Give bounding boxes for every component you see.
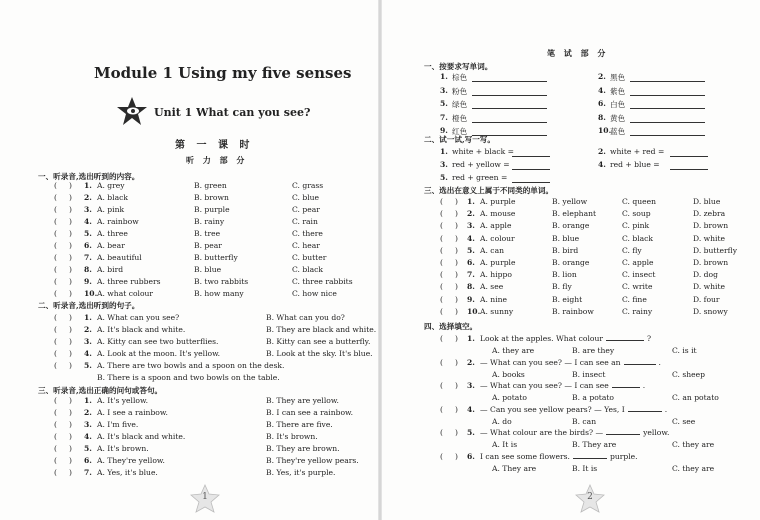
question-number: 2. <box>467 209 475 219</box>
question-end: . <box>642 381 646 391</box>
answer-paren[interactable]: ( ) <box>54 241 72 250</box>
section-3-title: 三、听录音,选出正确的问句或答句。 <box>38 386 163 395</box>
question-number: 3. <box>467 381 475 391</box>
answer-blank[interactable] <box>630 108 705 109</box>
option-a[interactable]: A. purple <box>480 197 516 206</box>
option-c[interactable]: C. write <box>622 282 653 292</box>
answer-paren[interactable]: ( ) <box>54 396 72 405</box>
option-a[interactable]: A. It's yellow. <box>97 396 148 405</box>
question-end: purple. <box>609 452 638 461</box>
answer-paren[interactable]: ( ) <box>54 205 72 214</box>
question-number: 2. <box>84 325 92 334</box>
option-b[interactable]: B. how many <box>194 289 244 298</box>
question-end: . <box>658 357 661 367</box>
question-end: ? <box>646 334 652 343</box>
answer-paren[interactable]: ( ) <box>440 381 458 391</box>
option-c[interactable]: C. black <box>292 265 324 274</box>
question-number: 7. <box>467 270 475 280</box>
question-number: 1. <box>467 197 475 206</box>
option-c[interactable]: C. hear <box>292 241 320 250</box>
option-a[interactable]: A. nine <box>480 294 508 304</box>
option-b[interactable]: B. fly <box>552 282 572 292</box>
option-a[interactable]: A. they are <box>492 346 535 355</box>
answer-paren[interactable]: ( ) <box>54 432 72 441</box>
question-number: 7. <box>84 253 92 262</box>
option-b[interactable]: B. orange <box>552 258 590 267</box>
option-b[interactable]: B. blue <box>194 265 222 274</box>
option-c[interactable]: C. black <box>622 233 654 243</box>
question-number: 8. <box>84 265 92 274</box>
answer-paren[interactable]: ( ) <box>54 325 72 334</box>
option-b[interactable]: B. Kitty can see a butterfly. <box>266 337 371 346</box>
word-number: 1. <box>440 72 448 81</box>
answer-blank[interactable] <box>472 108 547 109</box>
option-a[interactable]: A. black <box>97 193 128 202</box>
answer-paren[interactable]: ( ) <box>54 253 72 262</box>
option-b[interactable]: B. butterfly <box>194 253 238 262</box>
option-a[interactable]: A. I'm five. <box>97 420 139 429</box>
mix-expression: white + red = <box>610 147 665 156</box>
option-c[interactable]: C. there <box>292 229 323 238</box>
option-b[interactable]: B. It is <box>572 464 598 473</box>
question-text <box>480 381 645 390</box>
option-a[interactable]: A. Yes, it's blue. <box>97 468 158 477</box>
option-a[interactable]: A. rainbow <box>97 217 139 226</box>
question-number: 10. <box>84 289 98 298</box>
option-b[interactable]: B. I can see a rainbow. <box>266 408 354 417</box>
question-stem: — What can you see? — I can see <box>480 381 609 391</box>
option-b[interactable]: B. a potato <box>572 393 614 403</box>
question-number: 1. <box>84 396 92 405</box>
question-number: 6. <box>467 452 475 461</box>
question-number: 2. <box>467 357 475 367</box>
question-number: 1. <box>467 334 475 343</box>
answer-blank[interactable] <box>573 458 607 459</box>
option-b[interactable]: B. Look at the sky. It's blue. <box>266 349 373 358</box>
question-number: 2. <box>84 193 92 202</box>
option-d[interactable]: D. white <box>693 233 726 243</box>
chinese-word: 绿色 <box>452 100 468 109</box>
answer-paren[interactable]: ( ) <box>54 468 72 477</box>
option-d[interactable]: D. white <box>693 282 726 292</box>
option-b[interactable]: B. rainy <box>194 217 225 226</box>
question-number: 10. <box>467 306 481 316</box>
answer-blank[interactable] <box>670 156 708 157</box>
option-a[interactable]: A. Look at the moon. It's yellow. <box>97 349 221 358</box>
option-d[interactable]: D. blue <box>693 197 721 206</box>
question-stem: — What colour are the birds? — <box>480 428 604 438</box>
option-c[interactable]: C. fly <box>622 245 642 255</box>
option-b[interactable]: B. They are black and white. <box>266 325 377 334</box>
option-c[interactable]: C. butter <box>292 253 327 262</box>
answer-paren[interactable]: ( ) <box>54 420 72 429</box>
page-number: 2 <box>587 492 593 502</box>
option-b[interactable]: B. brown <box>194 193 229 202</box>
question-number: 3. <box>84 205 92 214</box>
item-number: 3. <box>440 160 448 169</box>
answer-blank[interactable] <box>472 95 547 96</box>
answer-blank[interactable] <box>630 135 705 136</box>
question-number: 6. <box>84 241 92 250</box>
answer-blank[interactable] <box>512 182 550 183</box>
option-b[interactable]: B. They are brown. <box>266 444 340 453</box>
option-b[interactable]: B. two rabbits <box>194 277 249 286</box>
question-number: 4. <box>84 432 92 441</box>
page-number-badge <box>190 484 220 514</box>
question-end: yellow. <box>643 428 670 438</box>
option-c[interactable]: C. rain <box>292 217 318 226</box>
unit-title: Unit 1 What can you see? <box>154 106 311 119</box>
option-c[interactable]: C. grass <box>292 181 324 190</box>
option-b[interactable]: B. elephant <box>552 209 597 219</box>
option-a[interactable]: A. what colour <box>97 289 154 298</box>
answer-blank[interactable] <box>670 169 708 170</box>
q2-5-number: 5. <box>84 361 92 370</box>
chinese-word: 黑色 <box>610 73 626 82</box>
word-number: 10. <box>598 126 612 135</box>
question-number: 4. <box>467 404 475 414</box>
question-number: 9. <box>467 294 475 304</box>
option-a[interactable]: A. potato <box>492 393 527 403</box>
option-d[interactable]: D. brown <box>693 258 729 267</box>
question-text <box>480 405 667 414</box>
answer-blank[interactable] <box>628 411 662 412</box>
answer-paren[interactable]: ( ) <box>440 258 458 267</box>
option-b[interactable]: B. They are yellow. <box>266 396 339 405</box>
word-number: 2. <box>598 72 606 81</box>
option-b[interactable]: B. Yes, it's purple. <box>266 468 336 477</box>
option-c[interactable]: C. insect <box>622 270 656 280</box>
option-c[interactable]: C. queen <box>622 197 656 206</box>
r-section-4-title: 四、选择填空。 <box>424 322 478 331</box>
option-b[interactable]: B. They are <box>572 440 617 450</box>
answer-blank[interactable] <box>612 387 640 388</box>
question-text <box>480 428 669 437</box>
question-number: 3. <box>84 337 92 346</box>
option-b[interactable]: B. rainbow <box>552 306 594 316</box>
mix-expression: white + black = <box>452 147 515 156</box>
question-stem: — What can you see? — I can see an <box>480 357 621 367</box>
answer-blank[interactable] <box>472 122 547 123</box>
answer-paren[interactable]: ( ) <box>54 217 72 226</box>
option-a[interactable]: A. Kitty can see two butterflies. <box>97 337 219 346</box>
answer-paren[interactable]: ( ) <box>54 193 72 202</box>
option-d[interactable]: D. butterfly <box>693 245 737 255</box>
chinese-word: 黄色 <box>610 113 626 123</box>
answer-paren[interactable]: ( ) <box>440 282 458 292</box>
option-c[interactable]: C. fine <box>622 294 647 304</box>
answer-blank[interactable] <box>630 122 705 123</box>
answer-paren[interactable]: ( ) <box>440 357 458 367</box>
option-b[interactable]: B. green <box>194 181 227 190</box>
option-c[interactable]: C. soup <box>622 209 651 219</box>
option-c[interactable]: C. blue <box>292 193 320 202</box>
option-a[interactable]: A. can <box>480 245 504 255</box>
option-b[interactable]: B. It's brown. <box>266 432 318 441</box>
answer-paren[interactable]: ( ) <box>440 428 458 438</box>
option-b[interactable]: B. orange <box>552 221 590 231</box>
question-number: 5. <box>467 245 475 255</box>
option-c[interactable]: C. they are <box>672 440 715 450</box>
answer-paren[interactable]: ( ) <box>54 181 72 190</box>
option-d[interactable]: D. zebra <box>693 209 726 219</box>
question-number: 3. <box>467 221 475 231</box>
word-number: 4. <box>598 85 606 95</box>
answer-paren[interactable]: ( ) <box>440 452 458 461</box>
item-number: 5. <box>440 173 448 182</box>
word-number: 7. <box>440 112 448 122</box>
answer-paren[interactable]: ( ) <box>440 306 458 316</box>
answer-paren[interactable]: ( ) <box>440 245 458 255</box>
option-a[interactable]: A. do <box>492 416 512 426</box>
question-number: 1. <box>84 313 92 322</box>
question-number: 9. <box>84 277 92 286</box>
mix-expression: red + yellow = <box>452 160 510 169</box>
option-b[interactable]: B. lion <box>552 270 577 280</box>
listening-header: 听 力 部 分 <box>186 155 248 165</box>
option-b[interactable]: B. blue <box>552 233 580 243</box>
answer-paren[interactable]: ( ) <box>54 408 72 417</box>
chinese-word: 橙色 <box>452 113 468 123</box>
question-number: 4. <box>84 217 92 226</box>
question-number: 6. <box>84 456 92 465</box>
item-number: 1. <box>440 147 448 156</box>
question-stem: — Can you see yellow pears? — Yes, I <box>480 404 625 414</box>
question-number: 2. <box>84 408 92 417</box>
answer-blank[interactable] <box>512 169 550 170</box>
word-number: 9. <box>440 126 448 135</box>
option-c[interactable]: C. three rabbits <box>292 277 353 286</box>
option-a[interactable]: A. mouse <box>480 209 516 219</box>
question-end: . <box>664 404 668 414</box>
answer-paren[interactable]: ( ) <box>54 229 72 238</box>
question-number: 1. <box>84 181 92 190</box>
option-b[interactable]: B. yellow <box>552 197 588 206</box>
answer-blank[interactable] <box>630 81 705 82</box>
r-section-3-title: 三、选出在意义上属于不同类的单词。 <box>424 186 554 195</box>
item-number: 2. <box>598 147 606 156</box>
answer-paren[interactable]: ( ) <box>54 313 72 322</box>
answer-paren[interactable]: ( ) <box>54 289 72 298</box>
option-d[interactable]: D. brown <box>693 221 729 231</box>
answer-blank[interactable] <box>624 364 656 365</box>
option-a[interactable]: A. bird <box>97 265 124 274</box>
option-c[interactable]: C. they are <box>672 464 715 473</box>
lesson-title: 第 一 课 时 <box>175 140 254 151</box>
answer-blank[interactable] <box>606 340 644 341</box>
item-number: 4. <box>598 160 606 169</box>
answer-paren[interactable]: ( ) <box>440 233 458 243</box>
option-a[interactable]: A. grey <box>97 181 125 190</box>
question-text <box>480 358 661 367</box>
writing-header: 笔 试 部 分 <box>547 48 609 58</box>
word-number: 8. <box>598 112 606 122</box>
chinese-word: 红色 <box>452 127 468 136</box>
option-a[interactable]: A. three rubbers <box>97 277 161 286</box>
question-number: 4. <box>84 349 92 358</box>
option-b[interactable]: B. can <box>572 416 597 426</box>
question-stem: Look at the apples. What colour <box>480 334 603 343</box>
option-a[interactable]: A. bear <box>97 241 125 250</box>
answer-blank[interactable] <box>630 95 705 96</box>
option-a[interactable]: A. It's black and white. <box>97 432 186 441</box>
option-a[interactable]: A. They are <box>492 464 537 473</box>
answer-paren[interactable]: ( ) <box>440 209 458 219</box>
option-d[interactable]: D. four <box>693 294 720 304</box>
star-eye-icon <box>116 96 148 126</box>
answer-paren[interactable]: ( ) <box>54 277 72 286</box>
question-number: 5. <box>467 428 475 438</box>
option-a[interactable]: A. pink <box>97 205 125 214</box>
option-d[interactable]: D. snowy <box>693 306 728 316</box>
option-b[interactable]: B. purple <box>194 205 230 214</box>
option-c[interactable]: C. pink <box>622 221 650 231</box>
option-a[interactable]: A. see <box>480 282 504 292</box>
answer-paren[interactable]: ( ) <box>54 349 72 358</box>
question-number: 6. <box>467 258 475 267</box>
answer-paren[interactable]: ( ) <box>440 197 458 206</box>
option-b[interactable]: B. What can you do? <box>266 313 345 322</box>
option-a[interactable]: A. three <box>97 229 128 238</box>
r-section-2-title: 二、试一试,写一写。 <box>424 135 495 144</box>
question-text <box>480 452 638 461</box>
option-a[interactable]: A. hippo <box>480 270 512 280</box>
answer-paren[interactable]: ( ) <box>440 334 458 343</box>
answer-paren[interactable]: ( ) <box>440 221 458 231</box>
option-c[interactable]: C. apple <box>622 258 654 267</box>
option-b[interactable]: B. are they <box>572 346 615 355</box>
page-number-badge-2 <box>575 484 605 514</box>
option-c[interactable]: C. sheep <box>672 369 706 379</box>
chinese-word: 白色 <box>610 100 626 109</box>
answer-paren[interactable]: ( ) <box>54 265 72 274</box>
question-number: 5. <box>84 229 92 238</box>
option-c[interactable]: C. is it <box>672 346 697 355</box>
mix-expression: red + green = <box>452 173 508 182</box>
question-number: 7. <box>84 468 92 477</box>
chinese-word: 粉色 <box>452 86 468 96</box>
question-stem: I can see some flowers. <box>480 452 570 461</box>
r-section-1-title: 一、按要求写单词。 <box>424 62 493 71</box>
q2-5-option-a[interactable]: A. There are two bowls and a spoon on the desk. <box>97 361 285 370</box>
section-1-title: 一、听录音,选出听到的内容。 <box>38 172 140 181</box>
word-number: 3. <box>440 85 448 95</box>
question-number: 3. <box>84 420 92 429</box>
option-a[interactable]: A. beautiful <box>97 253 142 262</box>
mix-expression: red + blue = <box>610 160 660 169</box>
option-c[interactable]: C. how nice <box>292 289 337 298</box>
section-2-title: 二、听录音,选出听到的句子。 <box>38 301 140 310</box>
option-b[interactable]: B. bird <box>552 245 579 255</box>
answer-paren[interactable]: ( ) <box>54 444 72 453</box>
option-a[interactable]: A. It's black and white. <box>97 325 186 334</box>
option-b[interactable]: B. insect <box>572 369 606 379</box>
option-c[interactable]: C. pear <box>292 205 320 214</box>
answer-paren[interactable]: ( ) <box>440 404 458 414</box>
option-a[interactable]: A. apple <box>480 221 512 231</box>
question-text <box>480 334 651 343</box>
option-b[interactable]: B. There are five. <box>266 420 333 429</box>
word-number: 6. <box>598 99 606 108</box>
page-number: 1 <box>202 492 208 502</box>
answer-blank[interactable] <box>472 81 547 82</box>
option-a[interactable]: A. It's brown. <box>97 444 149 453</box>
right-page <box>380 0 760 520</box>
option-a[interactable]: A. sunny <box>480 306 514 316</box>
q2-5-option-b[interactable]: B. There is a spoon and two bowls on the table. <box>97 373 280 382</box>
option-a[interactable]: A. It is <box>492 440 518 450</box>
option-a[interactable]: A. They're yellow. <box>97 456 165 465</box>
option-b[interactable]: B. pear <box>194 241 222 250</box>
option-d[interactable]: D. dog <box>693 270 718 280</box>
chinese-word: 蓝色 <box>610 127 626 136</box>
answer-blank[interactable] <box>512 156 550 157</box>
question-number: 4. <box>467 233 475 243</box>
option-a[interactable]: A. What can you see? <box>97 313 180 322</box>
option-c[interactable]: C. an potato <box>672 393 719 403</box>
module-title: Module 1 Using my five senses <box>94 64 352 82</box>
option-b[interactable]: B. tree <box>194 229 221 238</box>
answer-paren[interactable]: ( ) <box>54 456 72 465</box>
option-b[interactable]: B. eight <box>552 294 583 304</box>
option-b[interactable]: B. They're yellow pears. <box>266 456 359 465</box>
option-a[interactable]: A. books <box>492 369 525 379</box>
answer-paren[interactable]: ( ) <box>440 270 458 280</box>
q2-5-paren[interactable]: ( ) <box>54 361 72 370</box>
option-c[interactable]: C. see <box>672 416 696 426</box>
option-a[interactable]: A. colour <box>480 233 515 243</box>
word-number: 5. <box>440 99 448 108</box>
option-a[interactable]: A. I see a rainbow. <box>97 408 168 417</box>
answer-blank[interactable] <box>606 434 640 435</box>
question-number: 8. <box>467 282 475 292</box>
chinese-word: 紫色 <box>610 86 626 96</box>
question-number: 5. <box>84 444 92 453</box>
option-a[interactable]: A. purple <box>480 258 516 267</box>
answer-paren[interactable]: ( ) <box>440 294 458 304</box>
option-c[interactable]: C. rainy <box>622 306 653 316</box>
chinese-word: 棕色 <box>452 73 468 82</box>
answer-paren[interactable]: ( ) <box>54 337 72 346</box>
